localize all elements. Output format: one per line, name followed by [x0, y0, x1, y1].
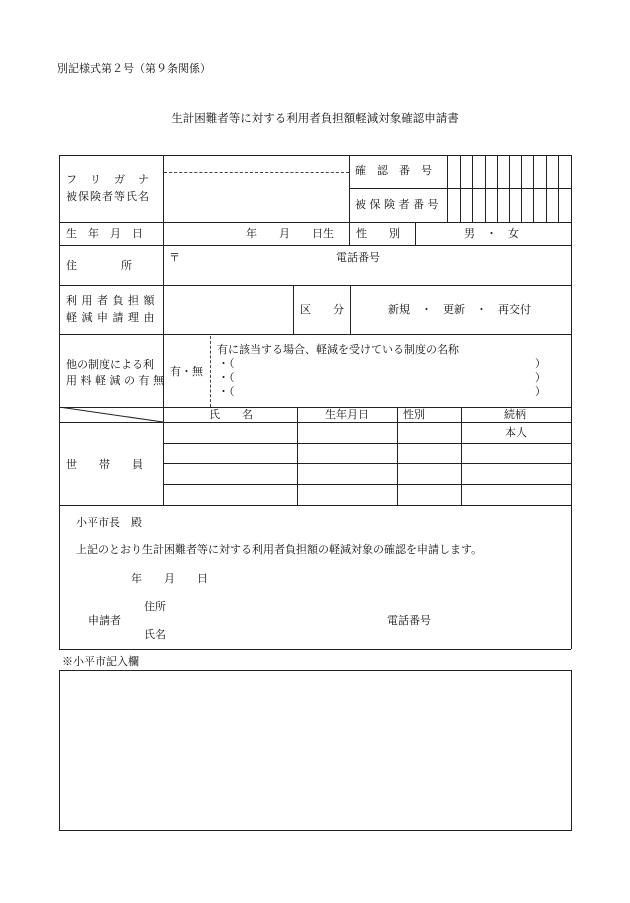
household-row4-name[interactable] — [166, 486, 294, 503]
other-system-item-2[interactable]: ・（ — [218, 371, 235, 384]
reason-field[interactable] — [166, 287, 290, 332]
style-number: 別記様式第２号（第９条関係） — [57, 62, 211, 75]
applicant-phone-field[interactable] — [440, 612, 560, 628]
insured-name-label: 被保険者等氏名 — [66, 190, 150, 203]
furigana-field[interactable] — [166, 157, 346, 171]
applicant-address-field[interactable] — [180, 598, 360, 614]
addressee: 小平市長 殿 — [76, 516, 142, 529]
insured-name-field[interactable] — [166, 175, 346, 219]
column-header-birth: 生年月日 — [325, 408, 369, 421]
sex-label: 性 別 — [356, 227, 400, 240]
office-use-box — [59, 670, 572, 831]
postal-mark: 〒 — [169, 251, 180, 264]
application-date[interactable]: 年 月 日 — [131, 572, 208, 585]
applicant-name-label: 氏名 — [144, 628, 166, 641]
household-row1-relation: 本人 — [505, 426, 527, 439]
applicant-phone-label: 電話番号 — [387, 614, 431, 627]
column-header-sex: 性別 — [403, 408, 425, 421]
category-options[interactable]: 新規 ・ 更新 ・ 再交付 — [388, 303, 531, 316]
category-label: 区 分 — [300, 303, 344, 316]
other-system-label-line1: 他の制度による利 — [66, 358, 154, 371]
yes-no-selector[interactable]: 有・無 — [170, 365, 203, 378]
other-system-label-line2: 用 料 軽 減 の 有 無 — [66, 374, 164, 387]
sex-selector[interactable]: 男 ・ 女 — [464, 227, 519, 240]
address-field[interactable] — [180, 262, 560, 282]
birth-date-field[interactable]: 年 月 日生 — [246, 227, 334, 240]
other-system-close-1: ） — [535, 357, 546, 370]
household-label: 世 帯 員 — [66, 458, 143, 471]
insured-number-field[interactable] — [449, 190, 569, 220]
applicant-address-label: 住所 — [144, 600, 166, 613]
household-row2-name[interactable] — [166, 445, 294, 462]
other-system-item-3[interactable]: ・（ — [218, 385, 235, 398]
phone-label: 電話番号 — [336, 251, 380, 264]
column-header-relation: 続柄 — [504, 408, 526, 421]
confirm-number-label: 確 認 番 号 — [355, 164, 432, 177]
reason-label-line2: 軽 減 申 請 理 由 — [66, 311, 155, 324]
insured-number-label: 被 保 険 者 番 号 — [355, 198, 439, 211]
address-label: 住 所 — [66, 259, 132, 272]
office-use-label: ※小平市記入欄 — [62, 655, 139, 668]
furigana-label: フ リ ガ ナ — [66, 173, 150, 186]
reason-label-line1: 利 用 者 負 担 額 — [66, 294, 155, 307]
other-system-close-3: ） — [535, 385, 546, 398]
birth-label: 生 年 月 日 — [66, 227, 143, 240]
applicant-name-field[interactable] — [180, 626, 360, 642]
household-row1-name[interactable] — [166, 424, 294, 441]
declaration-statement: 上記のとおり生計困難者等に対する利用者負担額の軽減対象の確認を申請します。 — [76, 543, 483, 556]
confirm-number-field[interactable] — [449, 157, 569, 187]
page-title: 生計困難者等に対する利用者負担額軽減対象確認申請書 — [171, 111, 459, 125]
column-header-name: 氏 名 — [209, 408, 253, 421]
other-system-instruction: 有に該当する場合、軽減を受けている制度の名称 — [217, 343, 459, 356]
other-system-item-1[interactable]: ・（ — [218, 357, 235, 370]
other-system-close-2: ） — [535, 371, 546, 384]
diagonal-slash — [59, 407, 163, 422]
household-row3-name[interactable] — [166, 465, 294, 482]
applicant-label: 申請者 — [88, 614, 121, 627]
